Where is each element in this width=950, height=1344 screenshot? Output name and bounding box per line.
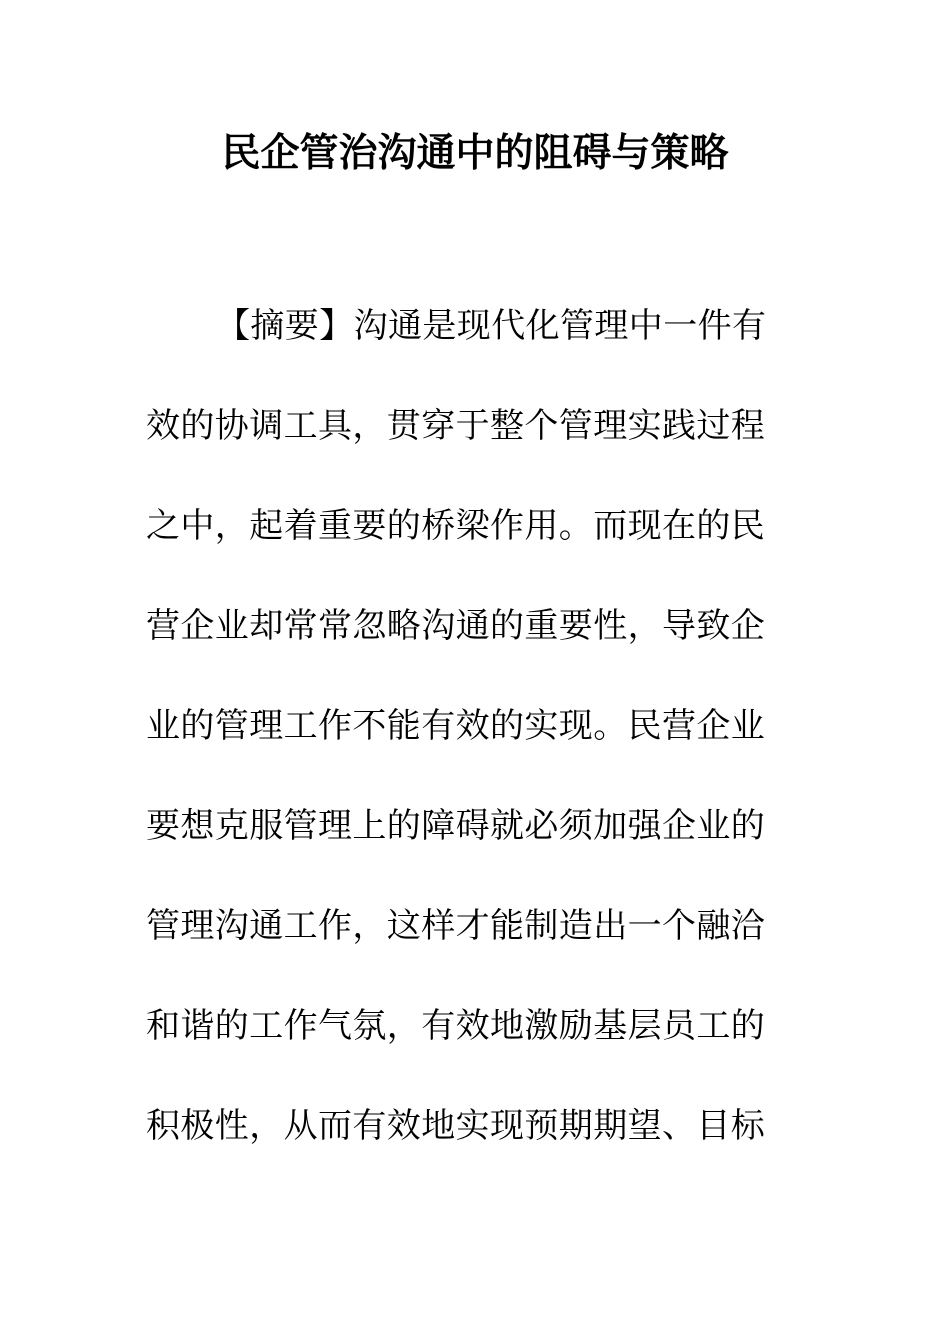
abstract-line: 和谐的工作气氛，有效地激励基层员工的	[146, 1006, 766, 1046]
abstract-line: 积极性，从而有效地实现预期期望、目标	[146, 1106, 766, 1146]
abstract-line: 【摘要】沟通是现代化管理中一件有	[216, 306, 767, 346]
document-title: 民企管治沟通中的阻碍与策略	[221, 130, 729, 176]
abstract-line: 管理沟通工作，这样才能制造出一个融洽	[146, 906, 766, 946]
abstract-line: 业的管理工作不能有效的实现。民营企业	[146, 706, 766, 746]
abstract-line: 之中，起着重要的桥梁作用。而现在的民	[146, 506, 766, 546]
abstract-line: 营企业却常常忽略沟通的重要性，导致企	[146, 606, 766, 646]
abstract-paragraph	[146, 300, 786, 1200]
abstract-line: 要想克服管理上的障碍就必须加强企业的	[146, 806, 766, 846]
abstract-line: 效的协调工具，贯穿于整个管理实践过程	[146, 406, 766, 446]
